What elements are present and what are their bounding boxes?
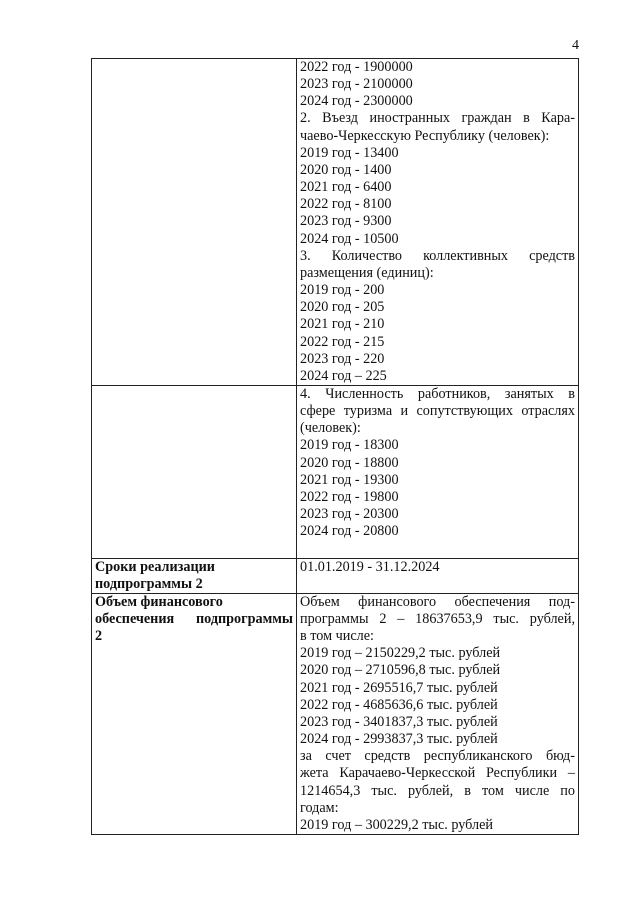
table-row bbox=[92, 59, 579, 386]
value-line: 2019 год - 18300 bbox=[300, 437, 399, 454]
value-line: (человек): bbox=[300, 420, 361, 437]
value-line: 2022 год - 215 bbox=[300, 333, 385, 350]
value-line: 2020 год - 205 bbox=[300, 299, 385, 316]
value-line: 2019 год - 200 bbox=[300, 282, 385, 299]
value-line: размещения (единиц): bbox=[300, 264, 434, 281]
value-line: сфере туризма и сопутствующих отраслях bbox=[300, 403, 575, 420]
value-line: 2021 год - 6400 bbox=[300, 179, 392, 196]
value-line: 2024 год - 2300000 bbox=[300, 93, 413, 110]
row-label-cell bbox=[92, 558, 297, 593]
value-line: 2024 год – 225 bbox=[300, 367, 387, 384]
row-value-cell bbox=[297, 593, 579, 834]
value-line: Объем финансового обеспечения под- bbox=[300, 593, 575, 610]
value-line: 2021 год - 19300 bbox=[300, 471, 399, 488]
value-line: 2020 год - 1400 bbox=[300, 161, 392, 178]
row-label-line: Сроки реализации bbox=[95, 558, 215, 575]
value-line: 3. Количество коллективных средств bbox=[300, 247, 575, 264]
table-row bbox=[92, 558, 579, 593]
value-line: 2022 год - 19800 bbox=[300, 488, 399, 505]
page-number: 4 bbox=[572, 38, 579, 53]
row-value-cell bbox=[297, 558, 579, 593]
value-line: программы 2 – 18637653,9 тыс. рублей, bbox=[300, 611, 575, 627]
row-label-line: Объем финансового bbox=[95, 593, 223, 610]
value-line: 2023 год - 9300 bbox=[300, 213, 392, 230]
value-line: 2019 год – 2150229,2 тыс. рублей bbox=[300, 645, 501, 662]
row-value-cell bbox=[297, 385, 579, 558]
value-line: 2020 год – 2710596,8 тыс. рублей bbox=[300, 662, 501, 679]
value-line: 2023 год - 3401837,3 тыс. рублей bbox=[300, 713, 498, 730]
value-line: 1214654,3 тыс. рублей, в том числе по bbox=[300, 782, 575, 799]
value-line: 2023 год - 2100000 bbox=[300, 76, 413, 93]
value-line: 2020 год - 18800 bbox=[300, 454, 399, 471]
value-line: 01.01.2019 - 31.12.2024 bbox=[300, 558, 440, 575]
value-line: 2022 год - 8100 bbox=[300, 196, 392, 213]
value-line: 2022 год - 1900000 bbox=[300, 59, 413, 75]
row-label-cell bbox=[92, 385, 297, 558]
value-line: 2024 год - 20800 bbox=[300, 523, 399, 540]
row-label-line: подпрограммы 2 bbox=[95, 575, 203, 592]
value-line: в том числе: bbox=[300, 628, 374, 645]
table-row bbox=[92, 385, 579, 558]
value-line: 2024 год - 10500 bbox=[300, 230, 399, 247]
row-label-line: обеспечения подпрограммы bbox=[95, 611, 293, 627]
row-label-cell bbox=[92, 59, 297, 386]
value-line: 4. Численность работников, занятых в bbox=[300, 385, 575, 402]
value-line: 2022 год - 4685636,6 тыс. рублей bbox=[300, 696, 498, 713]
value-line: жета Карачаево-Черкесской Республики – bbox=[300, 765, 575, 782]
value-line: за счет средств республиканского бюд- bbox=[300, 748, 575, 765]
value-line: 2024 год - 2993837,3 тыс. рублей bbox=[300, 731, 498, 748]
row-label-cell bbox=[92, 593, 297, 834]
value-line: 2021 год - 210 bbox=[300, 316, 385, 333]
value-line: 2. Въезд иностранных граждан в Кара- bbox=[300, 110, 575, 127]
value-line: 2023 год - 220 bbox=[300, 350, 385, 367]
value-line: 2019 год – 300229,2 тыс. рублей bbox=[300, 816, 493, 833]
value-line: 2021 год - 2695516,7 тыс. рублей bbox=[300, 679, 498, 696]
value-line: чаево-Черкесскую Республику (человек): bbox=[300, 127, 550, 144]
value-line: 2023 год - 20300 bbox=[300, 506, 399, 523]
row-value-cell bbox=[297, 59, 579, 386]
table-row bbox=[92, 593, 579, 834]
passport-table bbox=[91, 58, 579, 835]
value-line: 2019 год - 13400 bbox=[300, 144, 399, 161]
value-line: годам: bbox=[300, 799, 339, 816]
row-label-line: 2 bbox=[95, 628, 103, 645]
value-line bbox=[300, 540, 575, 557]
